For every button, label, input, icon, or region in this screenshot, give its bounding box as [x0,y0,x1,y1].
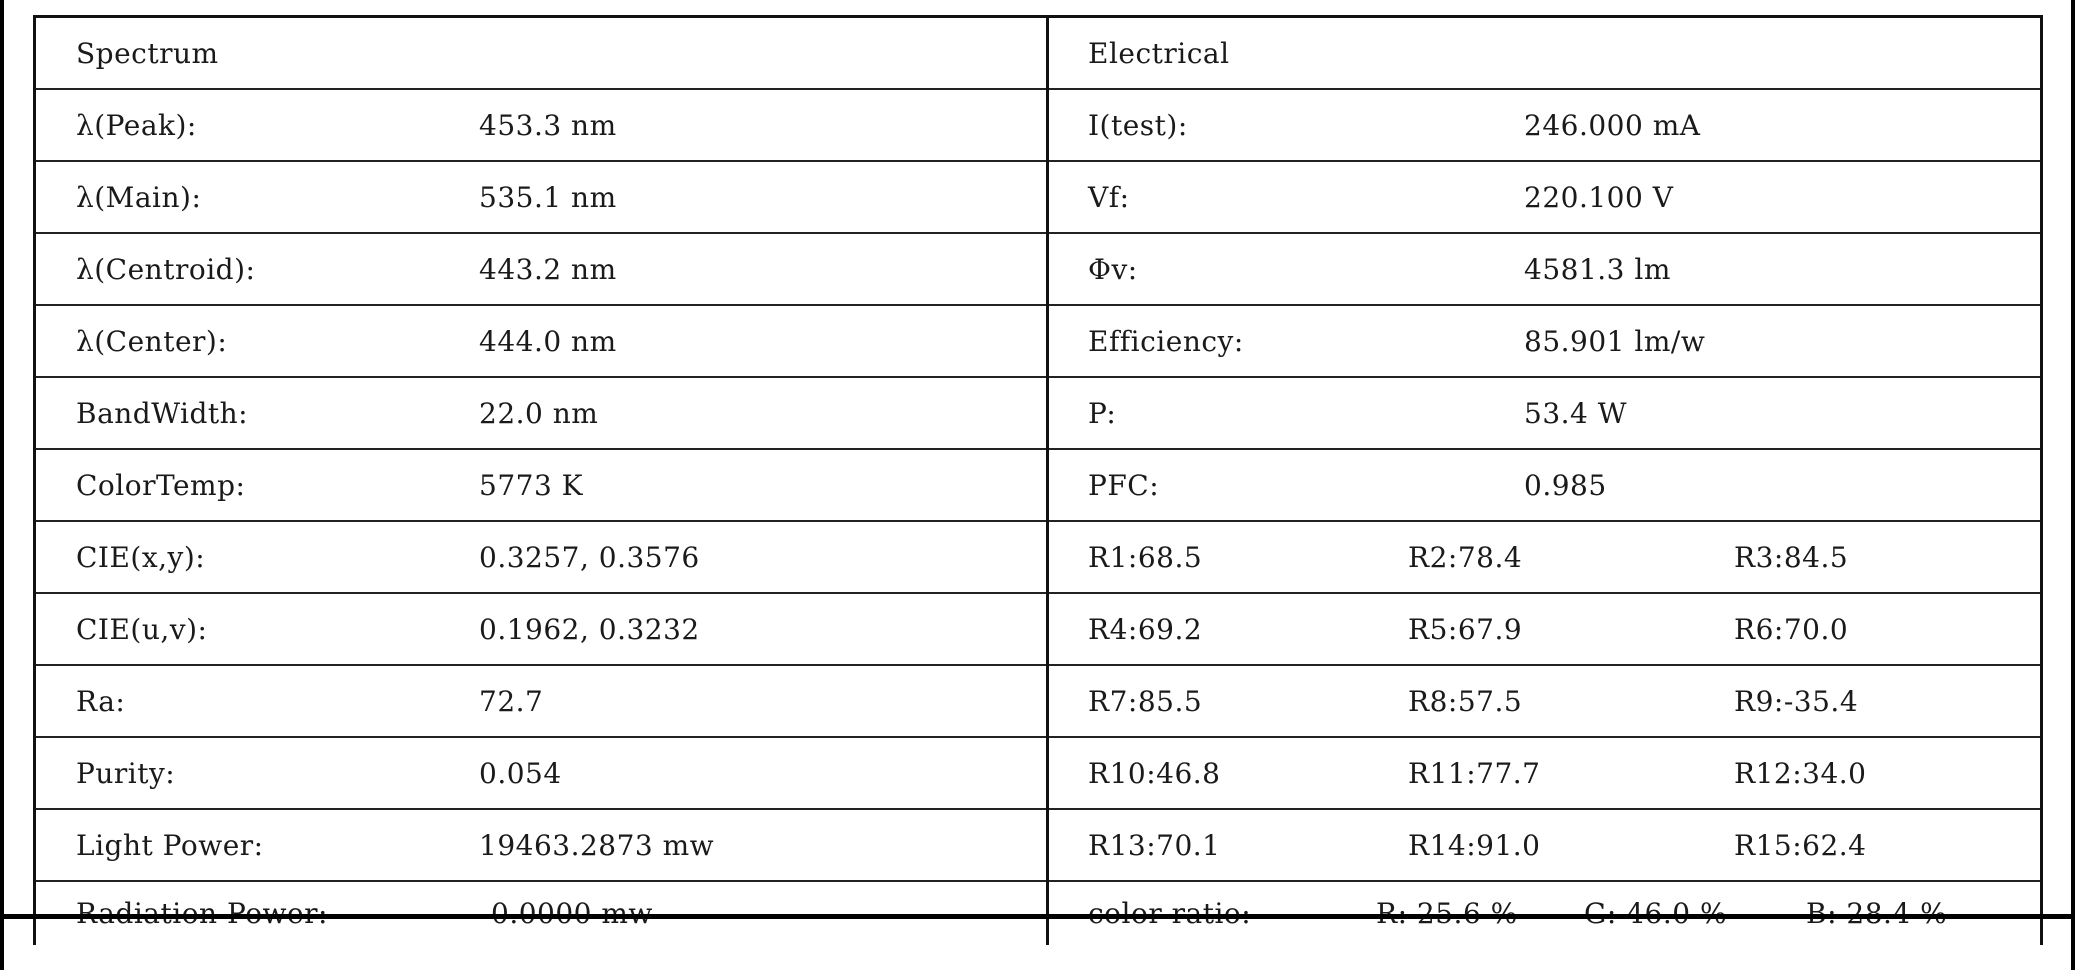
r-value: R2:78.4 [1408,540,1523,574]
electrical-label: PFC: [1088,468,1160,502]
spectrum-header: Spectrum [76,36,219,70]
r-value: R7:85.5 [1088,684,1203,718]
spectrum-label: λ(Centroid): [76,252,256,286]
electrical-label: Φv: [1088,252,1138,286]
electrical-label: I(test): [1088,108,1188,142]
spectrum-label: ColorTemp: [76,468,246,502]
bottom-divider [0,914,2075,919]
spectrum-value: 22.0 nm [479,396,599,430]
r-value: R15:62.4 [1734,828,1867,862]
spectrum-label: λ(Center): [76,324,228,358]
r-value: R8:57.5 [1408,684,1523,718]
r-value: R13:70.1 [1088,828,1221,862]
electrical-value: 246.000 mA [1524,108,1701,142]
r-value: R10:46.8 [1088,756,1221,790]
r-value: R4:69.2 [1088,612,1203,646]
electrical-label: Vf: [1088,180,1130,214]
spectrum-value: 535.1 nm [479,180,617,214]
spectrum-label: CIE(x,y): [76,540,206,574]
spectrum-label: Purity: [76,756,176,790]
table-row [36,378,2040,450]
r-value: R6:70.0 [1734,612,1849,646]
r-value: R1:68.5 [1088,540,1203,574]
electrical-value: 53.4 W [1524,396,1628,430]
table-header-row [36,18,2040,90]
table-row [36,594,2040,666]
r-value: R12:34.0 [1734,756,1867,790]
table-row [36,90,2040,162]
spectrum-value: 443.2 nm [479,252,617,286]
table-row [36,522,2040,594]
electrical-value: 0.985 [1524,468,1607,502]
table-row [36,666,2040,738]
spectrum-label: Light Power: [76,828,264,862]
spectrum-value: 72.7 [479,684,544,718]
r-value: R14:91.0 [1408,828,1541,862]
electrical-value: 4581.3 lm [1524,252,1671,286]
measurement-table [33,15,2043,945]
spectrum-label: Ra: [76,684,126,718]
electrical-label: P: [1088,396,1117,430]
table-row [36,162,2040,234]
table-row [36,810,2040,882]
table-row [36,306,2040,378]
spectrum-label: λ(Peak): [76,108,197,142]
spectrum-label: CIE(u,v): [76,612,208,646]
spectrum-value: 0.054 [479,756,562,790]
spectrum-value: 19463.2873 mw [479,828,715,862]
r-value: R11:77.7 [1408,756,1541,790]
r-value: R9:-35.4 [1734,684,1859,718]
electrical-label: Efficiency: [1088,324,1244,358]
r-value: R5:67.9 [1408,612,1523,646]
table-row [36,234,2040,306]
electrical-value: 220.100 V [1524,180,1674,214]
spectrum-label: λ(Main): [76,180,202,214]
table-row [36,450,2040,522]
spectrum-value: 0.1962, 0.3232 [479,612,700,646]
spectrum-label: BandWidth: [76,396,249,430]
spectrum-value: 0.3257, 0.3576 [479,540,700,574]
electrical-value: 85.901 lm/w [1524,324,1706,358]
r-value: R3:84.5 [1734,540,1849,574]
table-row [36,738,2040,810]
spectrum-value: 453.3 nm [479,108,617,142]
electrical-header: Electrical [1088,36,1230,70]
spectrum-value: 444.0 nm [479,324,617,358]
spectrum-value: 5773 K [479,468,584,502]
